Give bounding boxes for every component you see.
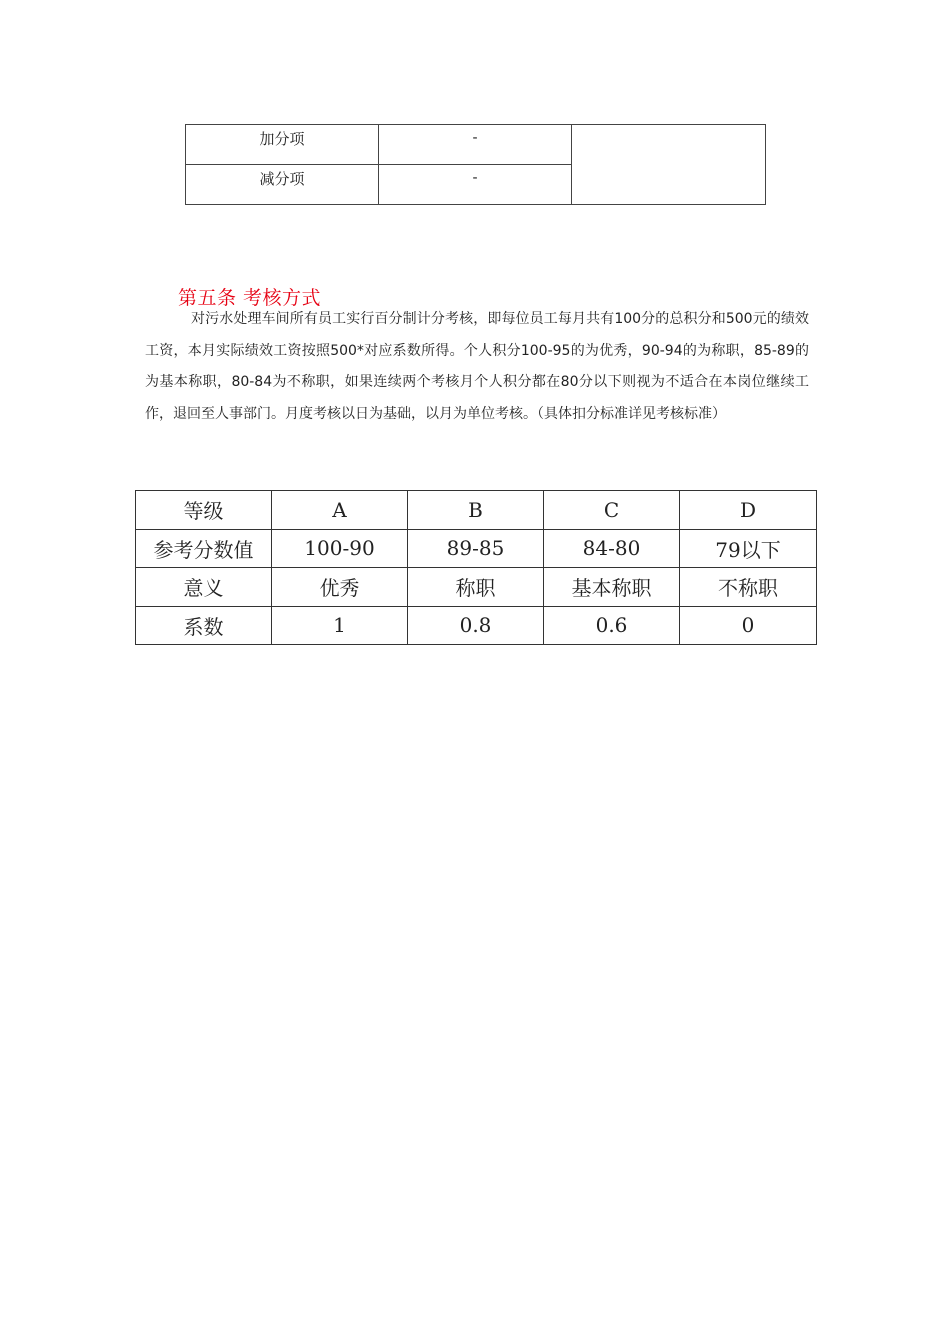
table-cell: B [408,491,544,530]
table-cell: D [680,491,817,530]
table-cell: 不称职 [680,568,817,607]
table-cell: 1 [272,606,408,645]
table-row [136,491,817,530]
grade-table [135,490,817,645]
merged-empty-cell [572,125,766,205]
assessment-paragraph: 对污水处理车间所有员工实行百分制计分考核，即每位员工每月共有100分的总积分和500元的绩效工资，本月实际绩效工资按照500*对应系数所得。个人积分100-95的为优秀，90-94的为称职，85-89的为基本称职，80-84为不称职，如果连续两个考核月个人积分都在80分以下则视为不适合在本岗位继续工作，退回至人事部门。月度考核以日为基础，以月为单位考核。（具体扣分标准详见考核标准） [145,311,809,422]
deduction-item-value: - [379,165,572,205]
table-row [186,125,766,165]
table-cell: 等级 [136,491,272,530]
table-cell: 89-85 [408,529,544,568]
table-cell: 0 [680,606,817,645]
bonus-item-label: 加分项 [186,125,379,165]
score-adjustment-table [185,124,766,205]
table-cell: 84-80 [544,529,680,568]
table-row [136,568,817,607]
table-cell: 基本称职 [544,568,680,607]
table-cell: 优秀 [272,568,408,607]
table-cell: 0.8 [408,606,544,645]
table-row [136,529,817,568]
table-cell: 参考分数值 [136,529,272,568]
table-cell: 意义 [136,568,272,607]
table-cell: 系数 [136,606,272,645]
table-cell: C [544,491,680,530]
bonus-item-value: - [379,125,572,165]
table-cell: 79以下 [680,529,817,568]
table-cell: 100-90 [272,529,408,568]
section-heading: 第五条 考核方式 [178,287,322,309]
deduction-item-label: 减分项 [186,165,379,205]
table-row [136,606,817,645]
table-cell: 称职 [408,568,544,607]
table-cell: A [272,491,408,530]
table-cell: 0.6 [544,606,680,645]
